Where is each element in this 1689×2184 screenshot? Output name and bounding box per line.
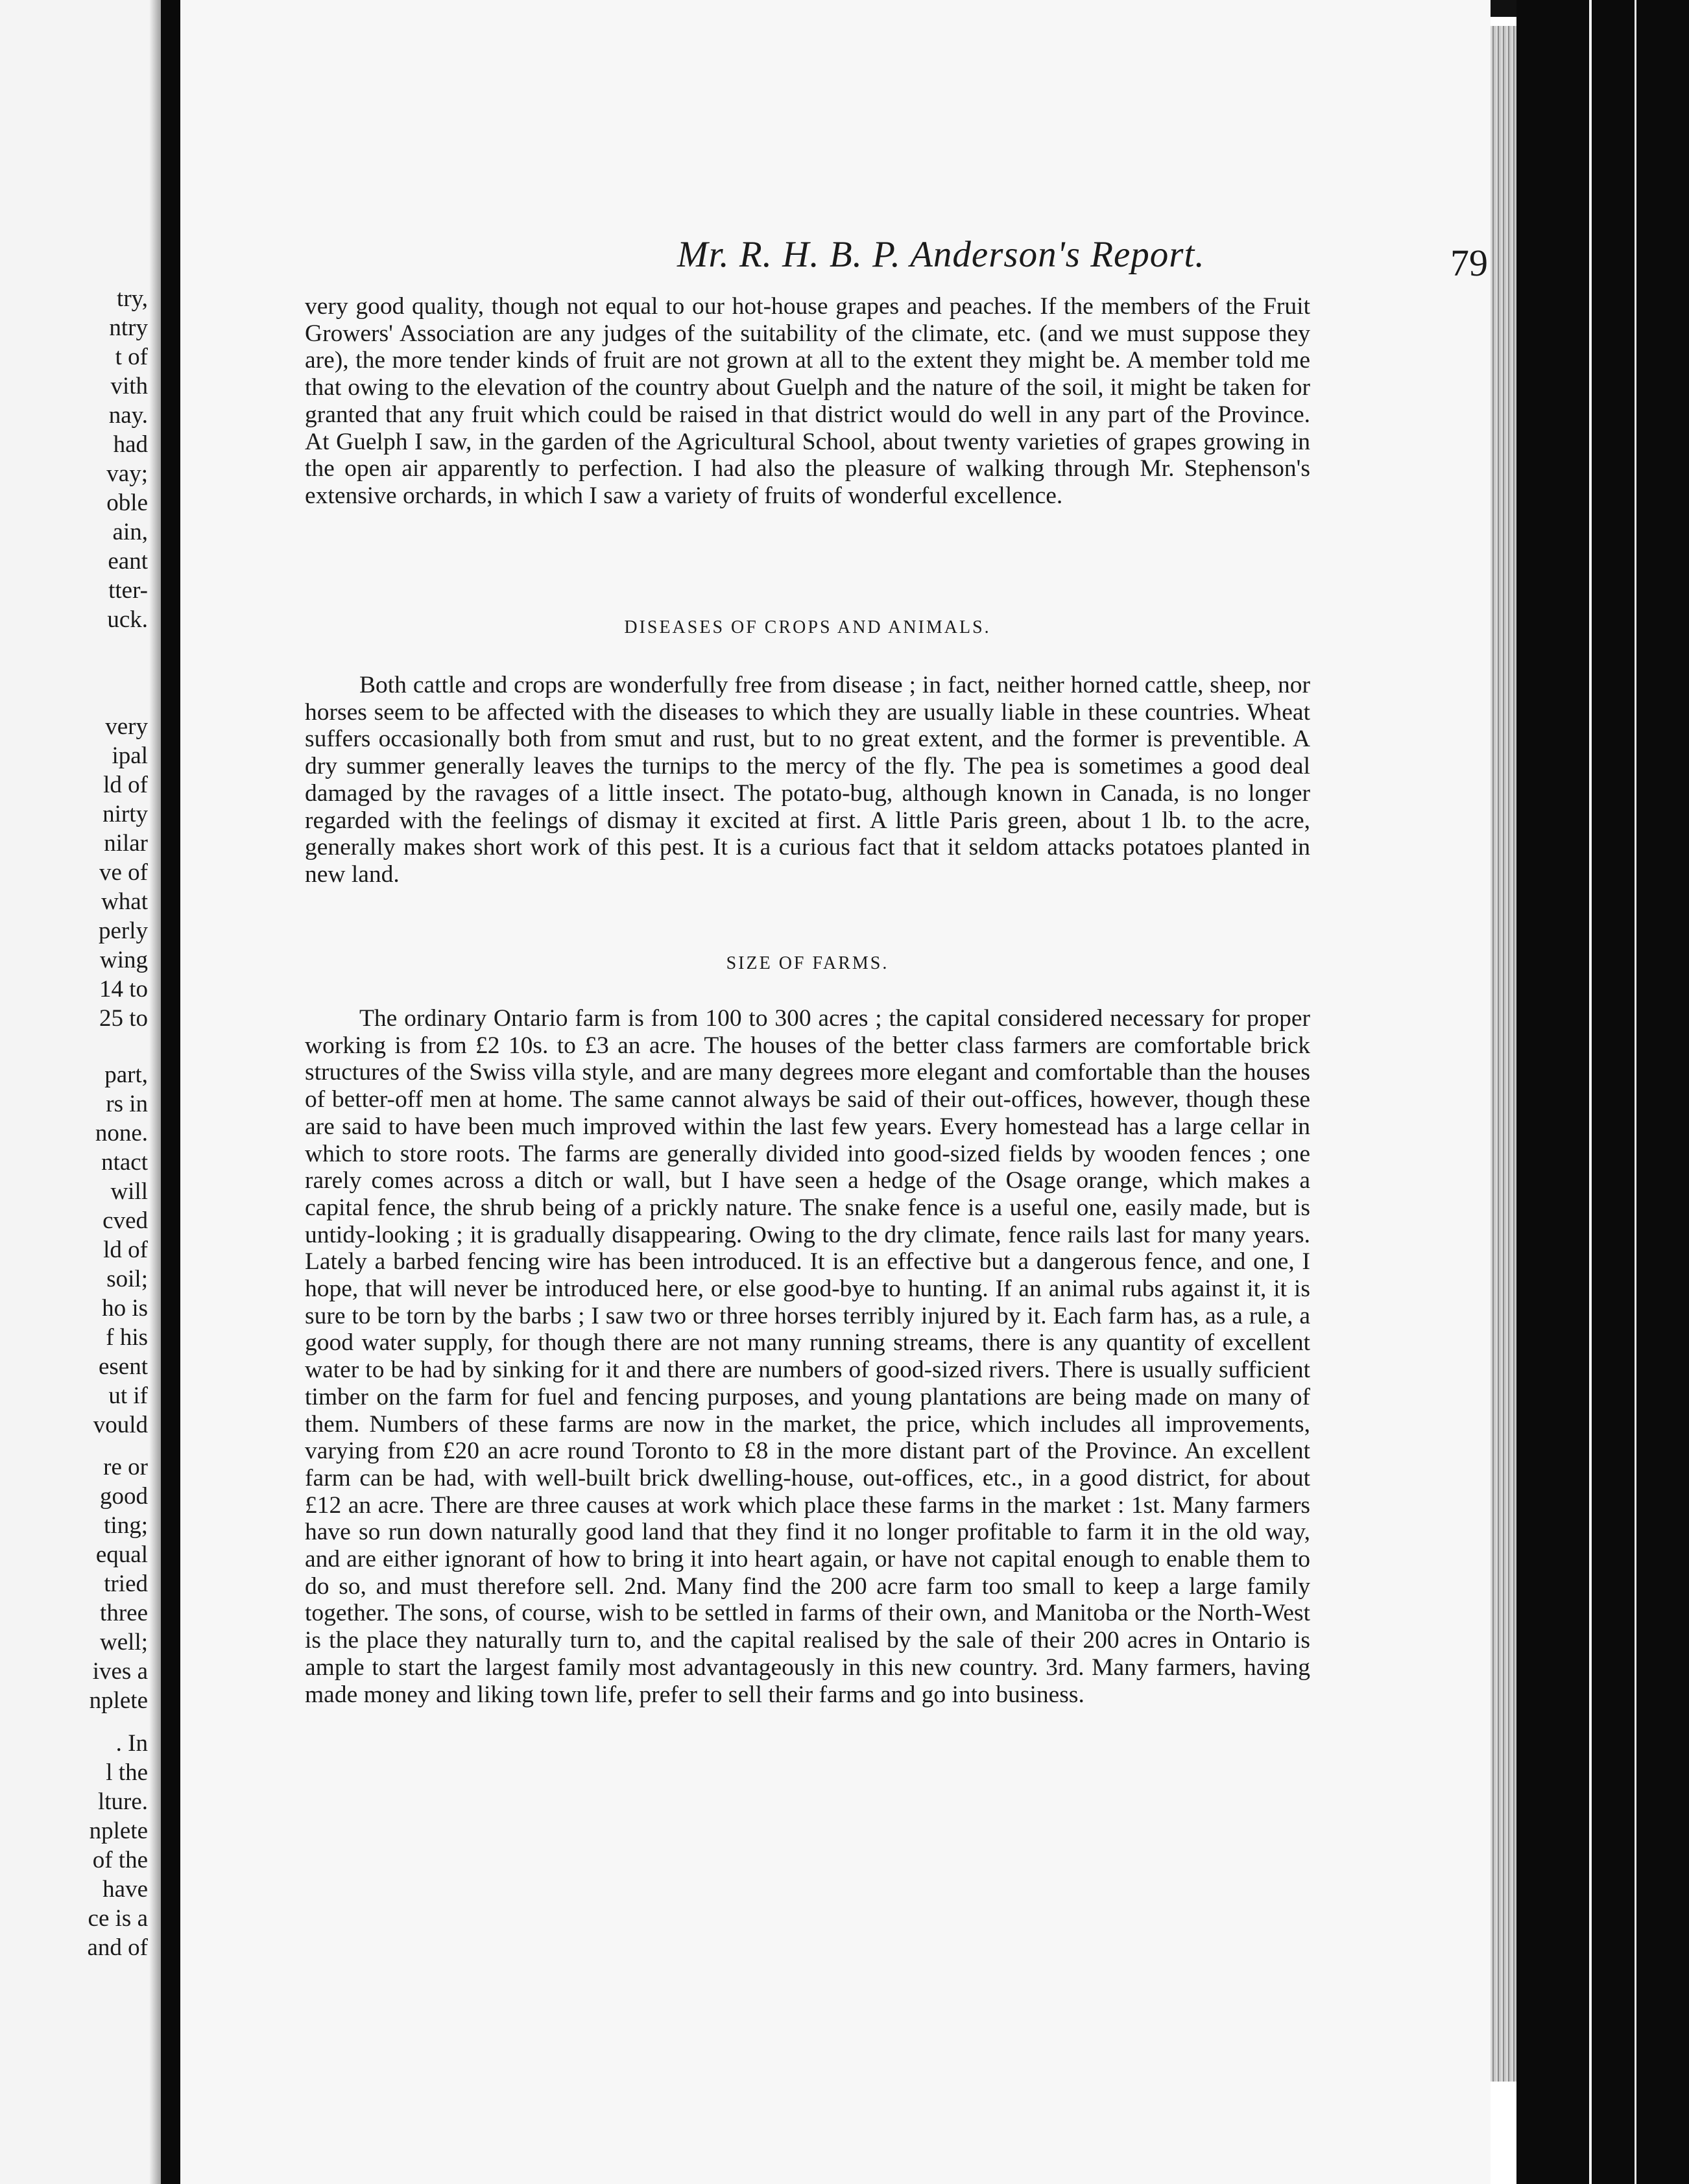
facing-page-line: vith [110,373,148,399]
facing-page-line: well; [100,1629,148,1656]
facing-page-line: nilar [104,830,148,857]
facing-page-line: esent [98,1353,148,1380]
paragraph-diseases [305,672,1310,888]
facing-page-text-block-5 [88,1729,149,1962]
facing-page-shadow [149,0,161,2184]
facing-page-line: tter- [108,577,148,604]
facing-page-line: and of [87,1934,148,1961]
facing-page-line: part, [104,1062,148,1088]
facing-page-line: of the [92,1847,148,1873]
facing-page-line: vould [93,1412,148,1438]
facing-page-line: ho is [102,1295,148,1322]
facing-page-line: vay; [106,460,148,487]
facing-page-line: good [100,1483,148,1510]
facing-page-text-block-4 [90,1453,148,1715]
facing-page-line: nay. [108,402,148,429]
facing-page-line: ting; [104,1512,148,1539]
facing-page-line: f his [106,1324,148,1351]
facing-page-line: lture. [97,1788,148,1815]
scan-border-line [1635,0,1636,2184]
facing-page-line: perly [98,918,148,944]
facing-page-line: try, [117,285,148,312]
facing-page-line: ut if [108,1383,148,1409]
facing-page-line: 25 to [99,1005,148,1032]
facing-page-line: three [100,1600,148,1626]
facing-page-line: tried [104,1571,148,1597]
page-stack-edges [1491,26,1516,2082]
facing-page-line: uck. [107,606,148,633]
facing-page-line: ve of [99,859,148,886]
facing-page-line: cved [102,1207,148,1234]
paragraph-text: Both cattle and crops are wonderfully free from disease ; in fact, neither horned cattle, sheep, nor horses seem to be affected with the diseases to which they are usually liable in these countries. Wheat suffers occasionally both from smut and rust, but to no great extent, and the former is preventible. A dry summer generally leaves the turnips to the mercy of the fly. The pea is sometimes a good deal damaged by the ravages of a little insect. The potato-bug, although known in Canada, is no longer regarded with the feelings of dismay it excited at first. A little Paris green, about 1 lb. to the acre, generally makes short work of this pest. It is a curious fact that it seldom attacks potatoes planted in new land. [305,672,1310,888]
facing-page-line: 14 to [99,976,148,1003]
facing-page-line: soil; [106,1266,148,1292]
facing-page-line: very [105,713,148,740]
scan-background-right [1516,0,1689,2184]
facing-page-line: ntact [101,1149,148,1176]
facing-page-line: nirty [102,801,148,827]
facing-page-line: . In [115,1730,148,1757]
facing-page-line: nplete [89,1687,148,1714]
section-heading-size-of-farms: SIZE OF FARMS. [726,953,889,973]
facing-page-line: ce is a [88,1905,148,1932]
facing-page-line: ld of [103,1237,148,1263]
facing-page-line: oble [106,490,148,516]
facing-page-line: wing [100,947,148,973]
facing-page-line: will [110,1178,148,1205]
facing-page-line: t of [115,344,148,370]
facing-page-line: eant [108,548,148,575]
facing-page-line: ld of [103,772,148,798]
running-header: Mr. R. H. B. P. Anderson's Report. [677,234,1205,275]
facing-page-line: had [113,431,148,458]
facing-page-text-block-2 [99,712,148,1033]
facing-page-line: have [102,1876,148,1903]
facing-page-text-block-1 [106,284,148,634]
facing-page-line: ntry [109,315,148,341]
facing-page-line: what [101,888,148,915]
page-number: 79 [1450,242,1488,284]
paragraph-continued [305,293,1310,510]
facing-page-line: ipal [112,742,148,769]
paragraph-text: very good quality, though not equal to our hot-house grapes and peaches. If the members of the Fruit Growers' Association are any judges of the suitability of the climate, etc. (and we must suppose they are), the more tender kinds of fruit are not grown at all to the extent they might be. A member told me that owing to the elevation of the country about Guelph and the nature of the soil, it might be taken for granted that any fruit which could be raised in that district would do well in any part of the Province. At Guelph I saw, in the garden of the Agricultural School, about twenty varieties of grapes growing in the open air apparently to perfection. I had also the pleasure of walking through Mr. Stephenson's extensive orchards, in which I saw a variety of fruits of wonderful excellence. [305,293,1310,509]
section-heading-diseases: DISEASES OF CROPS AND ANIMALS. [624,617,991,637]
book-gutter [161,0,180,2184]
paragraph-text: The ordinary Ontario farm is from 100 to 300 acres ; the capital considered necessary for proper working is from £2 10s. to £3 an acre. The houses of the better class farmers are comfortable brick structures of the Swiss villa style, and are many degrees more elegant and comfortable than the houses of better-off men at home. The same cannot always be said of their out-offices, however, though these are said to have been much improved within the last few years. Every homestead has a large cellar in which to store roots. The farms are generally divided into good-sized fields by wooden fences ; one rarely comes across a ditch or wall, but I have seen a hedge of the Osage orange, which makes a capital fence, the shrub being of a prickly nature. The snake fence is a useful one, easily made, but is untidy-looking ; it is gradually disappearing. Owing to the dry climate, fence rails last for many years. Lately a barbed fencing wire has been introduced. It is an effective but a dangerous fence, and one, I hope, that will never be introduced here, or else good-bye to hunting. If an animal rubs against it, it is sure to be torn by the barbs ; I saw two or three horses terribly injured by it. Each farm has, as a rule, a good water supply, for though there are not many running streams, there is any quantity of excellent water to be had by sinking for it and there are numbers of good-sized rivers. There is usually sufficient timber on the farm for fuel and fencing purposes, and young plantations are being made on many of them. Numbers of these farms are now in the market, the price, which includes all improvements, varying from £20 an acre round Toronto to £8 in the more distant part of the Province. An excellent farm can be had, with well-built brick dwelling-house, out-offices, etc., in a good district, for about £12 an acre. There are three causes at work which place these farms in the market : 1st. Many farmers have so run down naturally good land that they find it no longer profitable to farm it in the old way, and are either ignorant of how to bring it into heart again, or have not capital enough to enable them to do so, and must therefore sell. 2nd. Many find the 200 acre farm too small to keep a large family together. The sons, of course, wish to be settled in farms of their own, and Manitoba or the North-West is the place they naturally turn to, and the capital realised by the sale of their 200 acres in Ontario is ample to start the largest family most advantageously in this new country. 3rd. Many farmers, having made money and liking town life, prefer to sell their farms and go into business. [305,1005,1310,1708]
facing-page-line: ives a [92,1658,148,1685]
facing-page-line: ain, [112,519,148,545]
paragraph-size-of-farms [305,1005,1310,1708]
facing-page-text-block-3 [93,1060,148,1440]
facing-page-line: rs in [106,1091,148,1117]
facing-page-line: nplete [89,1818,148,1844]
facing-page-line: none. [95,1120,148,1146]
facing-page-line: equal [95,1541,148,1568]
facing-page-line: re or [103,1454,148,1480]
facing-page-line: l the [106,1759,148,1786]
scan-border-line [1589,0,1592,2184]
facing-page-fragment [0,0,161,2184]
